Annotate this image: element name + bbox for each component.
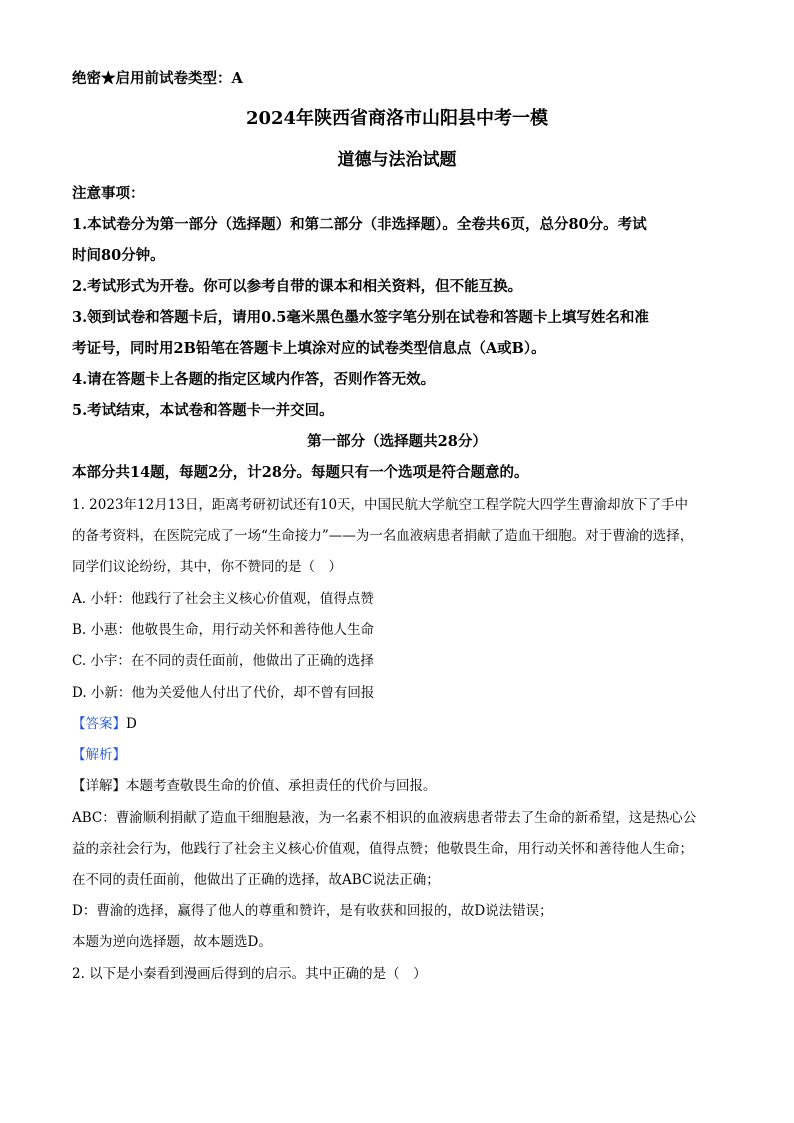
- section-intro: 本部分共14题，每题2分，计28分。每题只有一个选项是符合题意的。: [72, 464, 529, 481]
- explanation-abc-line-3: 在不同的责任面前，他做出了正确的选择，故ABC说法正确；: [72, 872, 440, 888]
- answer-line: [72, 712, 137, 732]
- question-1-option-d: D. 小新：他为关爱他人付出了代价，却不曾有回报: [72, 685, 375, 701]
- question-2-stem: 2. 以下是小秦看到漫画后得到的启示。其中正确的是（ ）: [72, 966, 427, 982]
- conclusion-line: 本题为逆向选择题，故本题选D。: [72, 934, 272, 950]
- notes-heading: 注意事项：: [72, 185, 145, 202]
- question-1-stem-line-2: 的备考资料，在医院完成了一场“生命接力”——为一名血液病患者捐献了造血干细胞。对于曹渝的选择，: [72, 528, 694, 544]
- question-1-option-a: A. 小轩：他践行了社会主义核心价值观，值得点赞: [72, 591, 374, 607]
- answer-label: 【答案】: [72, 716, 126, 732]
- note-item-1-line-2: 时间80分钟。: [72, 247, 165, 264]
- question-1-stem-line-3: 同学们议论纷纷，其中，你不赞同的是（ ）: [72, 559, 342, 575]
- note-item-5: 5.考试结束，本试卷和答题卡一并交回。: [72, 402, 334, 419]
- detail-line: 【详解】本题考查敬畏生命的价值、承担责任的代价与回报。: [72, 778, 437, 794]
- secret-label: 绝密★启用前试卷类型：A: [72, 70, 243, 87]
- note-item-2: 2.考试形式为开卷。你可以参考自带的课本和相关资料，但不能互换。: [72, 278, 523, 295]
- exam-subtitle: 道德与法治试题: [337, 150, 457, 170]
- question-1-option-c: C. 小宇：在不同的责任面前，他做出了正确的选择: [72, 653, 374, 669]
- note-item-1-line-1: 1.本试卷分为第一部分（选择题）和第二部分（非选择题）。全卷共6页，总分80分。考试: [72, 216, 647, 233]
- explanation-abc-line-2: 益的亲社会行为，他践行了社会主义核心价值观，值得点赞；他敬畏生命，用行动关怀和善待他人生命；: [72, 841, 693, 857]
- explanation-abc-line-1: ABC：曹渝顺利捐献了造血干细胞悬液，为一名素不相识的血液病患者带去了生命的新希望，这是热心公: [72, 810, 697, 826]
- note-item-3-line-2: 考证号，同时用2B铅笔在答题卡上填涂对应的试卷类型信息点（A或B）。: [72, 340, 546, 357]
- explanation-d-line: D：曹渝的选择，赢得了他人的尊重和赞许，是有收获和回报的，故D说法错误；: [72, 903, 553, 919]
- analysis-label: 【解析】: [72, 747, 126, 763]
- question-1-option-b: B. 小惠：他敬畏生命，用行动关怀和善待他人生命: [72, 622, 375, 638]
- note-item-3-line-1: 3.领到试卷和答题卡后，请用0.5毫米黑色墨水签字笔分别在试卷和答题卡上填写姓名和准: [72, 309, 649, 326]
- exam-title: 2024年陕西省商洛市山阳县中考一模: [245, 108, 549, 129]
- note-item-4: 4.请在答题卡上各题的指定区域内作答，否则作答无效。: [72, 371, 436, 388]
- question-1-stem-line-1: 1. 2023年12月13日，距离考研初试还有10天，中国民航大学航空工程学院大四学生曹渝却放下了手中: [72, 497, 689, 513]
- answer-value: D: [126, 716, 137, 732]
- section-heading: 第一部分（选择题共28分）: [307, 433, 487, 450]
